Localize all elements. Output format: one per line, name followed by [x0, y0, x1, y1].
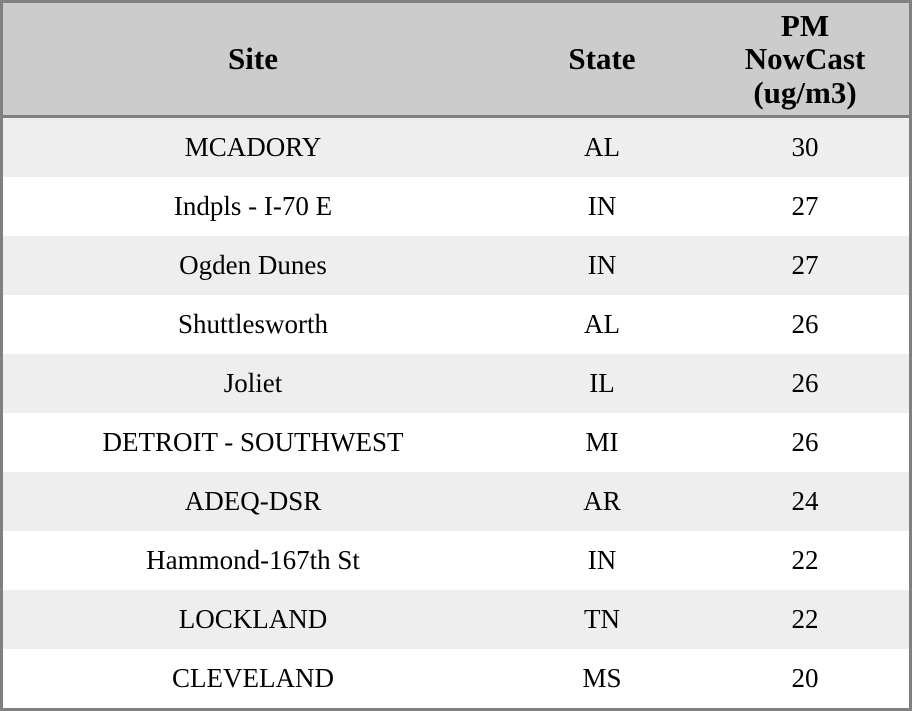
cell-pm-nowcast: 26 — [791, 427, 819, 458]
cell-site: CLEVELAND — [172, 663, 334, 693]
column-header-pm-nowcast-line3: (ug/m3) — [753, 74, 857, 110]
table-row — [3, 590, 909, 649]
air-quality-table — [3, 3, 909, 708]
cell-pm-nowcast: 26 — [791, 368, 819, 399]
table-row — [3, 413, 909, 472]
column-header-pm-nowcast — [701, 3, 909, 117]
cell-pm-nowcast: 26 — [791, 309, 819, 340]
cell-site: Indpls - I-70 E — [173, 191, 333, 222]
cell-site: LOCKLAND — [178, 604, 328, 635]
table-row — [3, 472, 909, 531]
table-row — [3, 531, 909, 590]
table-row — [3, 236, 909, 295]
cell-site: DETROIT - SOUTHWEST — [102, 427, 404, 458]
table-row — [3, 649, 909, 708]
cell-site: MCADORY — [184, 132, 322, 163]
table-body — [3, 117, 909, 708]
cell-state: IN — [587, 545, 617, 576]
cell-pm-nowcast: 20 — [791, 663, 819, 693]
cell-site: Joliet — [223, 368, 283, 399]
column-header-pm-nowcast-line1: PM — [780, 8, 830, 43]
cell-pm-nowcast: 22 — [791, 545, 819, 576]
cell-state: AL — [584, 132, 620, 163]
table-header — [3, 3, 909, 117]
table-row — [3, 177, 909, 236]
column-header-state: State — [503, 3, 701, 117]
column-header-site: Site — [3, 3, 503, 117]
cell-pm-nowcast: 30 — [791, 132, 819, 163]
cell-state: IN — [587, 250, 617, 281]
column-header-pm-nowcast-line2: NowCast — [744, 41, 866, 77]
cell-site: ADEQ-DSR — [184, 486, 322, 517]
cell-site: Ogden Dunes — [179, 250, 327, 281]
table-header-row — [3, 3, 909, 117]
table-row — [3, 354, 909, 413]
cell-state: IN — [587, 191, 617, 222]
cell-state: AL — [584, 309, 620, 340]
cell-pm-nowcast: 22 — [791, 604, 819, 635]
cell-site: Hammond-167th St — [146, 545, 360, 576]
cell-site: Shuttlesworth — [177, 309, 328, 340]
cell-pm-nowcast: 27 — [791, 191, 819, 222]
cell-state: AR — [583, 486, 621, 517]
cell-state: IL — [589, 368, 615, 399]
cell-pm-nowcast: 24 — [791, 486, 819, 517]
table-row — [3, 117, 909, 177]
cell-pm-nowcast: 27 — [791, 250, 819, 281]
table-row — [3, 295, 909, 354]
cell-state: MI — [585, 427, 619, 458]
cell-state: TN — [584, 604, 620, 635]
cell-state: MS — [582, 663, 622, 693]
